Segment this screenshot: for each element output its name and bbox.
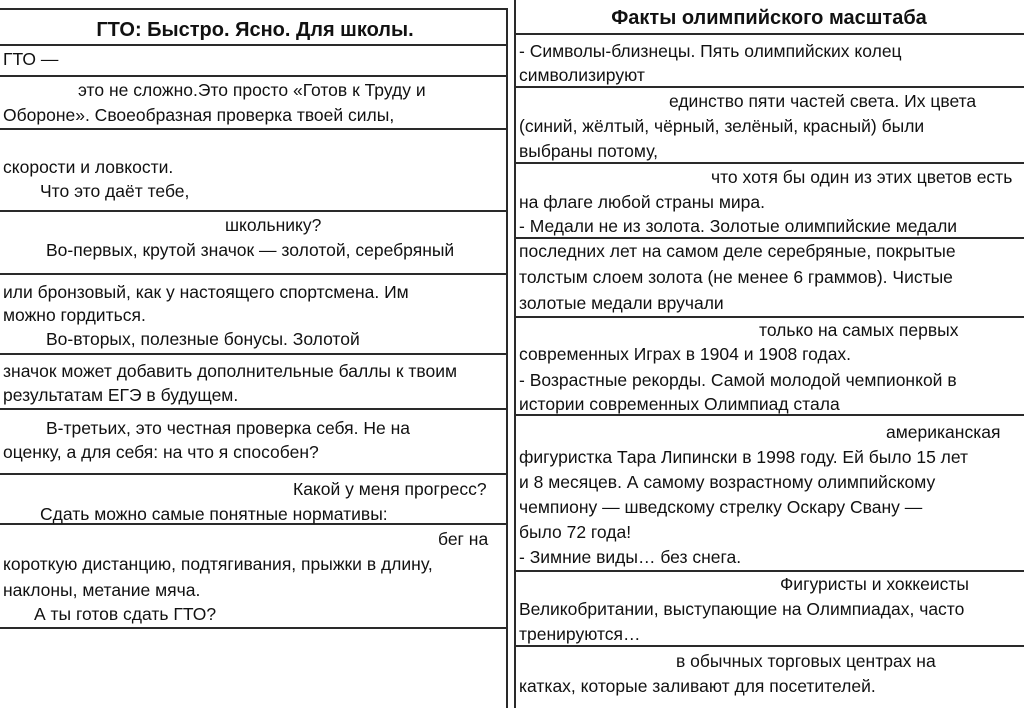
text-line: только на самых первых — [759, 320, 959, 340]
text-line: - Медали не из золота. Золотые олимпийские медали — [519, 216, 958, 236]
text-line: последних лет на самом деле серебряные, покрытые — [519, 241, 956, 261]
text-line: фигуристка Тара Липински в 1998 году. Ей было 15 лет — [519, 447, 969, 467]
rule — [0, 128, 508, 130]
text-line: истории современных Олимпиад стала — [519, 394, 840, 414]
rule — [0, 627, 508, 629]
text-line: Во-первых, крутой значок — золотой, серебряный — [46, 240, 455, 260]
text-line: это не сложно.Это просто «Готов к Труду и — [78, 80, 426, 100]
text-line: Какой у меня прогресс? — [293, 479, 487, 499]
text-line: тренируются… — [519, 624, 641, 644]
text-line: А ты готов сдать ГТО? — [34, 604, 217, 624]
text-line: наклоны, метание мяча. — [3, 580, 201, 600]
text-line: Фигуристы и хоккеисты — [780, 574, 970, 594]
text-line: и 8 месяцев. А самому возрастному олимпийскому — [519, 472, 936, 492]
rule — [514, 316, 1024, 318]
rule — [0, 408, 508, 410]
rule — [514, 645, 1024, 647]
rule — [0, 273, 508, 275]
text-line: - Возрастные рекорды. Самой молодой чемпионкой в — [519, 370, 957, 390]
border — [506, 8, 508, 708]
text-line: Сдать можно самые понятные нормативы: — [40, 504, 388, 524]
rule — [0, 44, 508, 46]
text-line: или бронзовый, как у настоящего спортсмена. Им — [3, 282, 409, 302]
text-line: - Зимние виды… без снега. — [519, 547, 742, 567]
text-line: выбраны потому, — [519, 141, 658, 161]
text-line: бег на — [438, 529, 489, 549]
text-line: короткую дистанцию, подтягивания, прыжки в длину, — [3, 554, 433, 574]
text-line: (синий, жёлтый, чёрный, зелёный, красный) были — [519, 116, 925, 136]
text-line: оценку, а для себя: на что я способен? — [3, 442, 319, 462]
rule — [0, 8, 508, 10]
right-title: Факты олимпийского масштаба — [611, 7, 927, 29]
text-line: значок может добавить дополнительные баллы к твоим — [3, 361, 458, 381]
text-line: результатам ЕГЭ в будущем. — [3, 385, 239, 405]
text-line: на флаге любой страны мира. — [519, 192, 766, 212]
rule — [514, 86, 1024, 88]
rule — [0, 353, 508, 355]
text-line: можно гордиться. — [3, 305, 146, 325]
text-line: символизируют — [519, 65, 645, 85]
text-line: что хотя бы один из этих цветов есть — [711, 167, 1013, 187]
text-line: школьнику? — [225, 215, 322, 235]
text-line: катках, которые заливают для посетителей. — [519, 676, 876, 696]
text-line: золотые медали вручали — [519, 293, 724, 313]
text-line: скорости и ловкости. — [3, 157, 174, 177]
text-line: - Символы-близнецы. Пять олимпийских колец — [519, 41, 902, 61]
rule — [0, 210, 508, 212]
text-line: ГТО — — [3, 49, 59, 69]
rule — [514, 237, 1024, 239]
text-line: американская — [886, 422, 1001, 442]
text-line: толстым слоем золота (не менее 6 граммов). Чистые — [519, 267, 953, 287]
rule — [514, 162, 1024, 164]
border — [514, 0, 516, 708]
text-line: В-третьих, это честная проверка себя. Не на — [46, 418, 410, 438]
text-line: Что это даёт тебе, — [40, 181, 190, 201]
text-line: современных Играх в 1904 и 1908 годах. — [519, 344, 852, 364]
text-line: чемпиону — шведскому стрелку Оскару Свану — — [519, 497, 923, 517]
text-line: Во-вторых, полезные бонусы. Золотой — [46, 329, 360, 349]
rule — [514, 33, 1024, 35]
text-line: в обычных торговых центрах на — [676, 651, 936, 671]
rule — [0, 75, 508, 77]
text-line: Обороне». Своеобразная проверка твоей силы, — [3, 105, 395, 125]
left-title: ГТО: Быстро. Ясно. Для школы. — [96, 19, 414, 41]
text-line: единство пяти частей света. Их цвета — [669, 91, 977, 111]
text-line: было 72 года! — [519, 522, 632, 542]
rule — [514, 570, 1024, 572]
rule — [0, 473, 508, 475]
text-line: Великобритании, выступающие на Олимпиадах, часто — [519, 599, 965, 619]
